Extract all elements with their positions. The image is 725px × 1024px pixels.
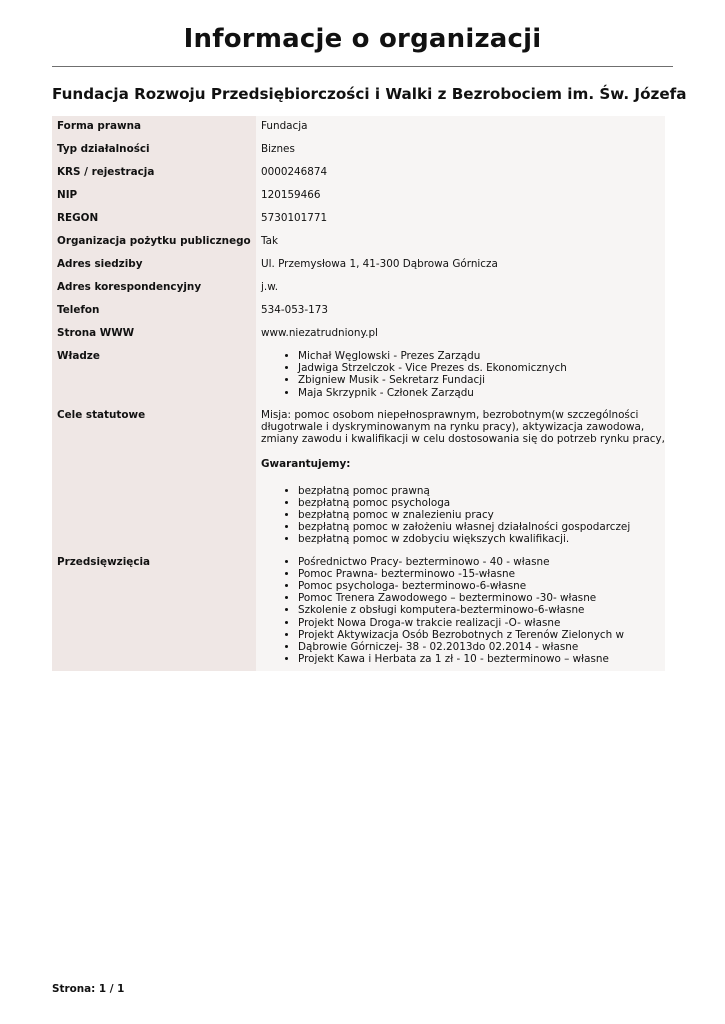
label-adres-siedziby: Adres siedziby	[52, 254, 256, 277]
label-strona-www: Strona WWW	[52, 323, 256, 346]
list-item: • Szkolenie z obsługi komputera-bezterminowo-6-własne	[298, 604, 665, 616]
label-typ-dzialalnosci: Typ działalności	[52, 139, 256, 162]
value-adres-siedziby: Ul. Przemysłowa 1, 41-300 Dąbrowa Górnicza	[256, 254, 665, 277]
list-item: • Pomoc Prawna- bezterminowo -15-własne	[298, 568, 665, 580]
list-item: • Pomoc psychologa- bezterminowo-6-własne	[298, 580, 665, 592]
row-adres-korespondencyjny	[52, 277, 665, 300]
gwarantujemy-list	[261, 485, 665, 546]
row-krs	[52, 162, 665, 185]
value-typ-dzialalnosci: Biznes	[256, 139, 665, 162]
list-item: • bezpłatną pomoc psychologa	[298, 497, 665, 509]
value-regon: 5730101771	[256, 208, 665, 231]
label-wladze: Władze	[52, 346, 256, 405]
label-forma-prawna: Forma prawna	[52, 116, 256, 139]
label-regon: REGON	[52, 208, 256, 231]
list-item: • Zbigniew Musik - Sekretarz Fundacji	[298, 374, 665, 386]
value-strona-www[interactable]: www.niezatrudniony.pl	[256, 323, 665, 346]
list-item: • Projekt Aktywizacja Osób Bezrobotnych z Terenów Zielonych w	[298, 629, 665, 641]
label-adres-korespondencyjny: Adres korespondencyjny	[52, 277, 256, 300]
label-opp: Organizacja pożytku publicznego	[52, 231, 256, 254]
row-nip	[52, 185, 665, 208]
organization-name: Fundacja Rozwoju Przedsiębiorczości i Walki z Bezrobociem im. Św. Józefa	[52, 85, 687, 103]
list-item: • Projekt Nowa Droga-w trakcie realizacji -O- własne	[298, 617, 665, 629]
value-adres-korespondencyjny: j.w.	[256, 277, 665, 300]
gwarantujemy-heading: Gwarantujemy:	[261, 458, 351, 471]
wladze-list	[261, 350, 665, 399]
page-title: Informacje o organizacji	[183, 24, 542, 54]
list-item: • Dąbrowie Górniczej- 38 - 02.2013do 02.2014 - własne	[298, 641, 665, 653]
value-wladze	[256, 346, 665, 405]
title-divider	[52, 66, 673, 67]
label-przedsiewziecia: Przedsięwzięcia	[52, 552, 256, 672]
row-wladze	[52, 346, 665, 405]
value-nip: 120159466	[256, 185, 665, 208]
label-telefon: Telefon	[52, 300, 256, 323]
value-przedsiewziecia	[256, 552, 665, 672]
row-cele-statutowe	[52, 405, 665, 552]
list-item: • Maja Skrzypnik - Członek Zarządu	[298, 387, 665, 399]
przedsiewziecia-list	[261, 556, 665, 666]
page-number: Strona: 1 / 1	[52, 983, 125, 995]
row-regon	[52, 208, 665, 231]
label-cele-statutowe: Cele statutowe	[52, 405, 256, 552]
organization-info-table	[52, 116, 665, 671]
value-cele-statutowe	[256, 405, 665, 552]
row-strona-www	[52, 323, 665, 346]
list-item: • Pomoc Trenera Zawodowego – bezterminowo -30- własne	[298, 592, 665, 604]
list-item: • Michał Węglowski - Prezes Zarządu	[298, 350, 665, 362]
row-typ-dzialalnosci	[52, 139, 665, 162]
list-item: • Projekt Kawa i Herbata za 1 zł - 10 - bezterminowo – własne	[298, 653, 665, 665]
row-przedsiewziecia	[52, 552, 665, 672]
list-item: • bezpłatną pomoc w zdobyciu większych kwalifikacji.	[298, 533, 665, 545]
value-forma-prawna: Fundacja	[256, 116, 665, 139]
row-adres-siedziby	[52, 254, 665, 277]
misja-text: Misja: pomoc osobom niepełnosprawnym, bezrobotnym(w szczególności długotrwale i dyskryminowanym na rynku pracy), aktywizacja zawodowa, zmiany zawodu i kwalifikacji w celu dostosowania się do potrzeb rynku pracy,	[261, 408, 665, 446]
row-telefon	[52, 300, 665, 323]
label-nip: NIP	[52, 185, 256, 208]
value-krs: 0000246874	[256, 162, 665, 185]
row-opp	[52, 231, 665, 254]
list-item: • Jadwiga Strzelczok - Vice Prezes ds. Ekonomicznych	[298, 362, 665, 374]
list-item: • bezpłatną pomoc prawną	[298, 485, 665, 497]
list-item: • bezpłatną pomoc w założeniu własnej działalności gospodarczej	[298, 521, 665, 533]
value-opp: Tak	[256, 231, 665, 254]
list-item: • Pośrednictwo Pracy- bezterminowo - 40 - własne	[298, 556, 665, 568]
value-telefon: 534-053-173	[256, 300, 665, 323]
label-krs: KRS / rejestracja	[52, 162, 256, 185]
row-forma-prawna	[52, 116, 665, 139]
list-item: • bezpłatną pomoc w znalezieniu pracy	[298, 509, 665, 521]
